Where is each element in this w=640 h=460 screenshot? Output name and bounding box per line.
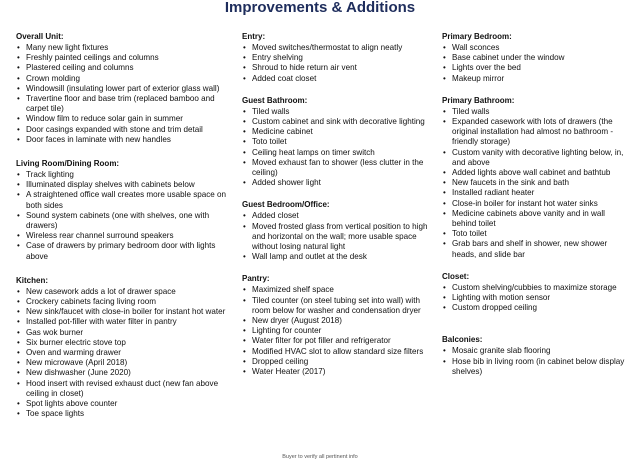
section-title: Primary Bedroom:	[442, 32, 512, 41]
section-title: Closet:	[442, 271, 470, 281]
list-item: • Ceiling heat lamps on timer switch	[242, 148, 434, 158]
section-title: Living Room/Dining Room:	[16, 159, 120, 169]
list-item: • Shroud to hide return air vent	[242, 63, 434, 73]
list-item: • Toto toilet	[242, 137, 434, 147]
section	[16, 32, 238, 145]
list-item: • New casework adds a lot of drawer space	[16, 287, 238, 297]
list-item: • New dishwasher (June 2020)	[16, 368, 238, 378]
section-title: Guest Bedroom/Office:	[242, 200, 330, 210]
section-title: Pantry:	[242, 274, 270, 284]
section	[242, 96, 434, 189]
list-item: • Hose bib in living room (in cabinet below display shelves)	[442, 357, 628, 377]
section	[242, 200, 434, 262]
list-item: • Crown molding	[16, 74, 238, 84]
list-item: • Tiled counter (on steel tubing set into wall) with room below for washer and condensation dryer	[242, 296, 434, 316]
section	[242, 32, 434, 84]
list-item: • Freshly painted ceilings and columns	[16, 53, 238, 63]
list-item: • Water Heater (2017)	[242, 367, 434, 377]
list-item: • Installed pot-filler with water filter in pantry	[16, 317, 238, 327]
list-item: • New faucets in the sink and bath	[442, 178, 628, 188]
list-item: • Track lighting	[16, 170, 238, 180]
list-item: • Entry shelving	[242, 53, 434, 63]
list-item: • Water filter for pot filler and refrigerator	[242, 336, 434, 346]
list-item: • Crockery cabinets facing living room	[16, 297, 238, 307]
bullet-list	[442, 283, 628, 314]
bullet-list	[442, 107, 628, 260]
list-item: • Wall lamp and outlet at the desk	[242, 252, 434, 262]
list-item: • Base cabinet under the window	[442, 53, 628, 63]
list-item: • Lights over the bed	[442, 63, 628, 73]
section	[242, 274, 434, 377]
list-item: • Hood insert with revised exhaust duct (new fan above ceiling in closet)	[16, 379, 238, 399]
list-item: • Moved exhaust fan to shower (less clutter in the ceiling)	[242, 158, 434, 178]
list-item: • Medicine cabinets above vanity and in wall behind toilet	[442, 209, 628, 229]
column-left	[16, 32, 238, 430]
list-item: • Makeup mirror	[442, 74, 628, 84]
section-title: Kitchen:	[16, 275, 48, 285]
list-item: • Moved frosted glass from vertical position to high and horizontal on the wall; more usable space without losing natural light	[242, 222, 434, 253]
list-item: • Six burner electric stove top	[16, 338, 238, 348]
list-item: • Many new light fixtures	[16, 43, 238, 53]
list-item: • Modified HVAC slot to allow standard size filters	[242, 347, 434, 357]
list-item: • Custom vanity with decorative lighting below, in, and above	[442, 148, 628, 168]
list-item: • Installed radiant heater	[442, 188, 628, 198]
list-item: • Door faces in laminate with new handles	[16, 135, 238, 145]
section	[442, 272, 628, 314]
bullet-list	[16, 170, 238, 262]
list-item: • Case of drawers by primary bedroom door with lights above	[16, 241, 238, 261]
footer-disclaimer: Buyer to verify all pertinent info	[282, 454, 358, 460]
list-item: • Maximized shelf space	[242, 285, 434, 295]
bullet-list	[242, 107, 434, 189]
bullet-list	[242, 285, 434, 377]
section-title: Balconies:	[442, 335, 483, 345]
list-item: • New dryer (August 2018)	[242, 316, 434, 326]
list-item: • Window film to reduce solar gain in summer	[16, 114, 238, 124]
list-item: • New sink/faucet with close-in boiler for instant hot water	[16, 307, 238, 317]
list-item: • Added lights above wall cabinet and bathtub	[442, 168, 628, 178]
list-item: • Gas wok burner	[16, 328, 238, 338]
list-item: • Sound system cabinets (one with shelves, one with drawers)	[16, 211, 238, 231]
bullet-list	[242, 211, 434, 262]
section-title: Primary Bathroom:	[442, 95, 515, 105]
list-item: • Mosaic granite slab flooring	[442, 346, 628, 356]
list-item: • Expanded casework with lots of drawers (the original installation had almost no bathroom -friendly storage)	[442, 117, 628, 148]
list-item: • Toto toilet	[442, 229, 628, 239]
bullet-list	[442, 346, 628, 377]
list-item: • Wireless rear channel surround speakers	[16, 231, 238, 241]
bullet-list	[16, 43, 238, 145]
list-item: • Tiled walls	[442, 107, 628, 117]
section	[442, 32, 628, 84]
list-item: • Oven and warming drawer	[16, 348, 238, 358]
list-item: • Dropped ceiling	[242, 357, 434, 367]
section-title: Overall Unit:	[16, 32, 64, 41]
bullet-list	[442, 43, 628, 84]
section	[442, 335, 628, 377]
list-item: • Toe space lights	[16, 409, 238, 419]
page-title: Improvements & Additions	[224, 0, 416, 16]
list-item: • Illuminated display shelves with cabinets below	[16, 180, 238, 190]
column-middle	[242, 32, 434, 387]
list-item: • Lighting with motion sensor	[442, 293, 628, 303]
bullet-list	[242, 43, 434, 84]
section	[16, 159, 238, 262]
column-right	[442, 32, 628, 387]
list-item: • Custom cabinet and sink with decorative lighting	[242, 117, 434, 127]
list-item: • Moved switches/thermostat to align neatly	[242, 43, 434, 53]
section	[442, 96, 628, 260]
list-item: • Added closet	[242, 211, 434, 221]
list-item: • Medicine cabinet	[242, 127, 434, 137]
list-item: • Tiled walls	[242, 107, 434, 117]
list-item: • Added shower light	[242, 178, 434, 188]
list-item: • A straightened office wall creates more usable space on both sides	[16, 190, 238, 210]
list-item: • Grab bars and shelf in shower, new shower heads, and slide bar	[442, 239, 628, 259]
list-item: • New microwave (April 2018)	[16, 358, 238, 368]
list-item: • Plastered ceiling and columns	[16, 63, 238, 73]
bullet-list	[16, 287, 238, 420]
list-item: • Spot lights above counter	[16, 399, 238, 409]
list-item: • Close-in boiler for instant hot water sinks	[442, 199, 628, 209]
list-item: • Travertine floor and base trim (replaced bamboo and carpet tile)	[16, 94, 238, 114]
list-item: • Lighting for counter	[242, 326, 434, 336]
list-item: • Windowsill (insulating lower part of exterior glass wall)	[16, 84, 238, 94]
list-item: • Wall sconces	[442, 43, 628, 53]
list-item: • Door casings expanded with stone and trim detail	[16, 125, 238, 135]
list-item: • Custom shelving/cubbies to maximize storage	[442, 283, 628, 293]
list-item: • Added coat closet	[242, 74, 434, 84]
section	[16, 276, 238, 420]
list-item: • Custom dropped ceiling	[442, 303, 628, 313]
section-title: Entry:	[242, 32, 266, 41]
section-title: Guest Bathroom:	[242, 95, 308, 105]
